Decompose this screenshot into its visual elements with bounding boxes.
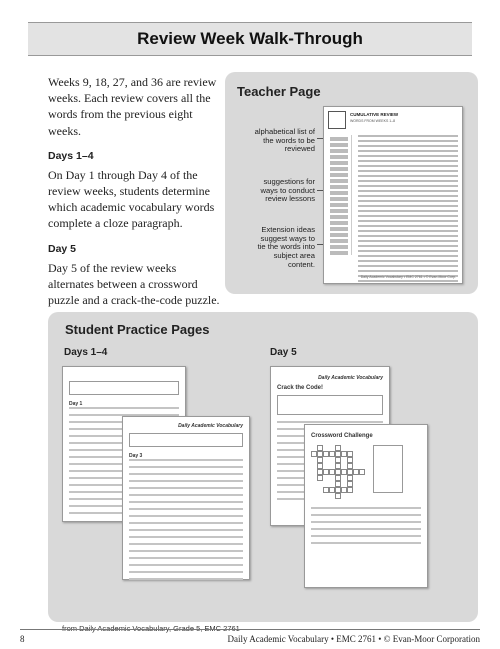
teacher-page-panel: [225, 72, 478, 294]
code-key: [277, 395, 383, 415]
day-5-heading: Day 5: [48, 242, 77, 255]
mini-footer: Daily Academic Vocabulary • EMC 2761 • © Evan-Moor Corp.: [360, 275, 456, 279]
word-list: [330, 135, 352, 255]
page-title: Review Week Walk-Through: [137, 29, 363, 48]
brand-logo: Daily Academic Vocabulary: [318, 375, 383, 381]
days-1-4-heading: Days 1–4: [48, 149, 94, 162]
week-badge: [328, 111, 346, 129]
days-1-4-label: Days 1–4: [64, 347, 108, 358]
teacher-page-thumbnail: [323, 106, 463, 284]
publication-info: Daily Academic Vocabulary • EMC 2761 • © Evan-Moor Corporation: [227, 634, 480, 644]
intro-lead: Weeks 9, 18, 27, and 36 are review weeks. Each review covers all the words from the previous eight weeks.: [48, 75, 217, 138]
day-5-label: Day 5: [270, 347, 297, 358]
intro-column: [48, 74, 220, 308]
crossword-sheet: [304, 424, 428, 588]
lesson-text: [358, 135, 458, 285]
practice-sheet-back: Day 1: [62, 366, 186, 522]
student-pages-panel: [48, 312, 478, 622]
practice-sheet-front: Daily Academic Vocabulary Day 3: [122, 416, 250, 580]
mini-subtitle: WORDS FROM WEEKS 1–8: [350, 119, 396, 123]
callout-extension-ideas: Extension ideas suggest ways to tie the words into subject area content.: [257, 225, 315, 269]
days-1-4-text: On Day 1 through Day 4 of the review weeks, students determine which academic vocabulary words complete a cloze paragraph.: [48, 167, 215, 231]
student-pages-heading: Student Practice Pages: [65, 322, 210, 337]
mini-title: CUMULATIVE REVIEW: [350, 112, 399, 117]
crack-code-title: Crack the Code!: [277, 385, 324, 391]
word-bank: [69, 381, 179, 395]
callout-review-suggestions: suggestions for ways to conduct review lessons: [260, 177, 315, 204]
page-footer: [20, 629, 480, 647]
crossword-title: Crossword Challenge: [311, 433, 373, 439]
teacher-page-heading: Teacher Page: [237, 84, 321, 99]
brand-logo: Daily Academic Vocabulary: [178, 423, 243, 429]
crossword-grid: [311, 445, 365, 499]
day-5-text: Day 5 of the review weeks alternates between a crossword puzzle and a crack-the-code puzzle.: [48, 260, 220, 308]
source-credit: from Daily Academic Vocabulary, Grade 5, EMC 2761: [62, 624, 240, 633]
callout-word-list: alphabetical list of the words to be reviewed: [254, 127, 315, 154]
title-bar: [28, 22, 472, 56]
page-number: 8: [20, 634, 25, 644]
word-bank: [129, 433, 243, 447]
word-bank: [373, 445, 403, 493]
